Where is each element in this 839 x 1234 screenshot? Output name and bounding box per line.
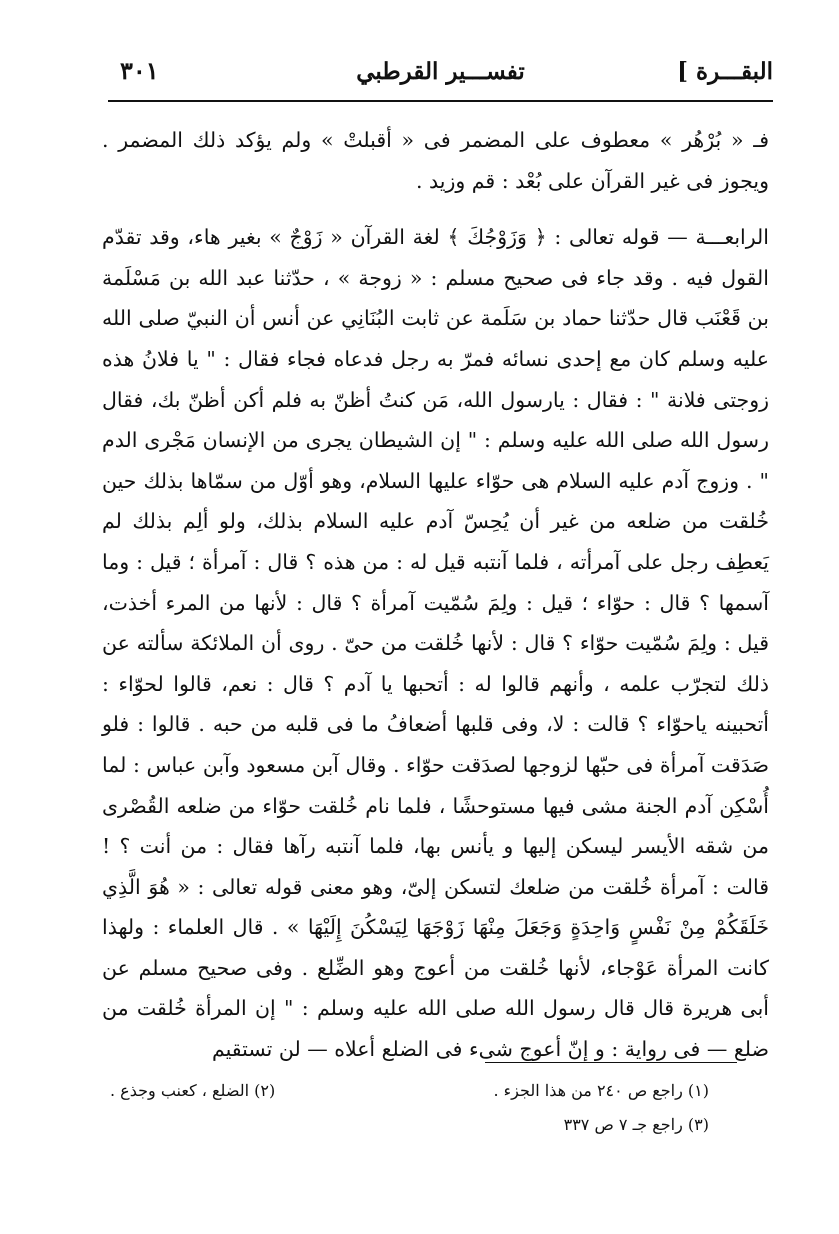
footnote-2: (٢) الضلع ، كعنب وجذع .: [110, 1081, 276, 1100]
paragraph-intro: فـ « بُرْهُر » معطوف على المضمر فى « أقبلتْ » ولم يؤكد ذلك المضمر . ويجوز فى غير القرآن على بُعْد : قم وزيد .: [102, 128, 769, 193]
book-title: تفســـير القرطبي: [356, 58, 525, 85]
footnote-1: (١) راجع ص ٢٤٠ من هذا الجزء .: [493, 1081, 709, 1100]
page-number: ٣٠١: [120, 56, 159, 85]
page-body: [102, 120, 769, 1070]
footnotes: [110, 1074, 709, 1142]
footnote-divider: [485, 1062, 737, 1063]
paragraph-fourth-issue: الرابعـــة — قوله تعالى : ﴿ وَزَوْجُكَ ﴾ لغة القرآن « زَوْجٌ » بغير هاء، وقد تقدّم القول فيه . وقد جاء فى صحيح مسلم : « زوجة » ، حدّثنا عبد الله بن مَسْلَمة بن قَعْنَب قال حدّثنا حماد بن سَلَمة عن ثابت البُنَانِي عن أنس أن النبيّ صلى الله عليه وسلم كان مع إحدى نسائه فمرّ به رجل فدعاه فجاء فقال : " يا فلانُ هذه زوجتى فلانة " : فقال : يارسول الله، مَن كنتُ أظنّ به فلم أكن أظنّ بك، فقال رسول الله صلى الله عليه وسلم : " إن الشيطان يجرى من الإنسان مَجْرى الدم " . وزوج آدم عليه السلام هى حوّاء عليها السلام، وهو أوّل من سمّاها بذلك حين خُلقت من ضلعه من غير أن يُحِسّ آدم عليه السلام بذلك، ولو ألِم بذلك لم يَعطِف رجل على آمرأته ، فلما آنتبه قيل له : من هذه ؟ قال : آمرأة ؛ قيل : وما آسمها ؟ قال : حوّاء ؛ قيل : ولِمَ سُمّيت آمرأة ؟ قال : لأنها من المرء أخذت، قيل : ولِمَ سُمّيت حوّاء ؟ قال : لأنها خُلقت من حىّ . روى أن الملائكة سألته عن ذلك لتجرّب علمه ، وأنهم قالوا له : أتحبها يا آدم ؟ قال : نعم، قالوا لحوّاء : أتحبينه ياحوّاء ؟ قالت : لا، وفى قلبها أضعافُ ما فى قلبه من حبه . قالوا : فلو صَدَقت آمرأة فى حبّها لزوجها لصدَقت حوّاء . وقال آبن مسعود وآبن عباس : لما أُسْكِن آدم الجنة مشى فيها مستوحشًا ، فلما نام خُلقت حوّاء من ضلعه القُصْرى من شقه الأيسر ليسكن إليها و يأنس بها، فلما آنتبه رآها فقال : من أنت ؟ ! قالت : آمرأة خُلقت من ضلعك لتسكن إلىّ، وهو معنى قوله تعالى : « هُوَ الَّذِي خَلَقَكُمْ مِنْ نَفْسٍ وَاحِدَةٍ وَجَعَلَ مِنْهَا زَوْجَهَا لِيَسْكُنَ إِلَيْهَا » . قال العلماء : ولهذا كانت المرأة عَوْجاء، لأنها خُلقت من أعوج وهو الضِّلع . وفى صحيح مسلم عن أبى هريرة قال قال رسول الله صلى الله عليه وسلم : " إن المرأة خُلقت من ضلع — فى رواية : و إنّ أعوج شىء فى الضلع أعلاه — لن تستقيم: [102, 225, 769, 1062]
surah-name: البقـــرة ]: [677, 58, 773, 85]
page-header: [108, 52, 773, 102]
footnote-3: (٣) راجع جـ ٧ ص ٣٣٧: [563, 1115, 709, 1134]
